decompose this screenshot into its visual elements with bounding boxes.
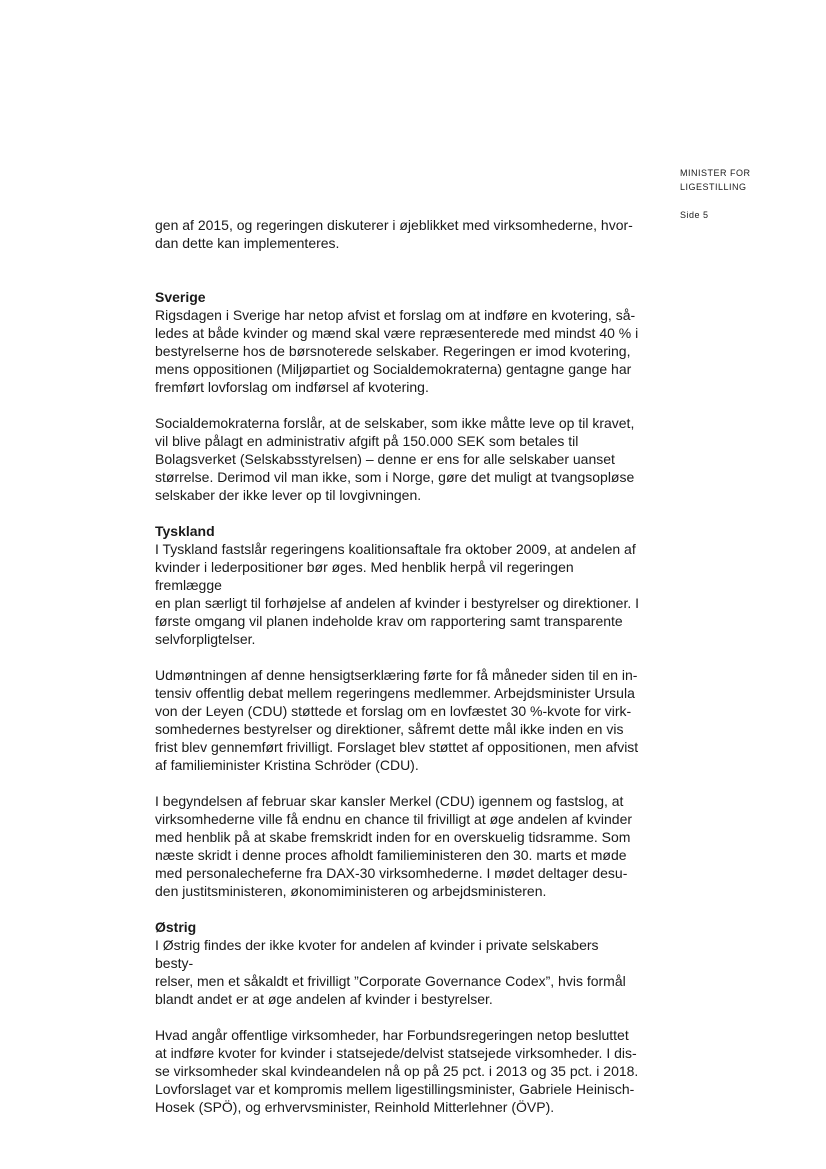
section-heading-sverige: Sverige — [155, 289, 206, 305]
page-number: Side 5 — [680, 210, 709, 220]
sverige-paragraph-1: Rigsdagen i Sverige har netop afvist et forslag om at indføre en kvotering, så- ledes at både kvinder og mænd skal være repræsenterede med mindst 40 % i bestyrelserne hos de børsnoterede selskaber. Regeringen er imod kvotering, mens oppositionen (Miljøpartiet og Socialdemokraterna) gentagne gange har fremført lovforslag om indførsel af kvotering. — [155, 307, 639, 395]
section-heading-ostrig: Østrig — [155, 919, 197, 935]
ostrig-paragraph-2: Hvad angår offentlige virksomheder, har Forbundsregeringen netop besluttet at indføre kvoter for kvinder i statsejede/delvist statsejede virksomheder. I dis- se virksomheder skal kvindeandelen nå op på 25 pct. i 2013 og 35 pct. i 2018. Lovforslaget var et kompromis mellem ligestillingsminister, Gabriele Heinisch- Hosek (SPÖ), og erhvervsminister, Reinhold Mitterlehner (ÖVP). — [155, 1027, 639, 1115]
section-heading-tyskland: Tyskland — [155, 523, 215, 539]
ministry-header — [680, 166, 800, 222]
sverige-paragraph-2: Socialdemokraterna forslår, at de selskaber, som ikke måtte leve op til kravet, vil blive pålagt en administrativ afgift på 150.000 SEK som betales til Bolagsverket (Selskabsstyrelsen) – denne er ens for alle selskaber uanset størrelse. Derimod vil man ikke, som i Norge, gøre det muligt at tvangsopløse selskaber der ikke lever op til lovgivningen. — [155, 415, 635, 503]
document-body — [155, 216, 640, 1116]
intro-paragraph: gen af 2015, og regeringen diskuterer i øjeblikket med virksomhederne, hvor- dan dette kan implementeres. — [155, 217, 633, 251]
ministry-name-line-2: LIGESTILLING — [680, 182, 747, 192]
ostrig-paragraph-1: I Østrig findes der ikke kvoter for andelen af kvinder i private selskabers besty- relser, men et såkaldt et frivilligt ”Corporate Governance Codex”, hvis formål blandt andet er at øge andelen af kvinder i bestyrelser. — [155, 937, 626, 1007]
tyskland-paragraph-2: Udmøntningen af denne hensigtserklæring førte for få måneder siden til en in- tensiv offentlig debat mellem regeringens medlemmer. Arbejdsminister Ursula von der Leyen (CDU) støttede et forslag om en lovfæstet 30 %-kvote for virk- somhedernes bestyrelser og direktioner, såfremt dette mål ikke inden en vis frist blev gennemført frivilligt. Forslaget blev støttet af oppositionen, men afvist af familieminister Kristina Schröder (CDU). — [155, 667, 639, 773]
ministry-name-line-1: MINISTER FOR — [680, 168, 751, 178]
tyskland-paragraph-1: I Tyskland fastslår regeringens koalitionsaftale fra oktober 2009, at andelen af kvinder i lederpositioner bør øges. Med henblik herpå vil regeringen fremlægge en plan særligt til forhøjelse af andelen af kvinder i bestyrelser og direktioner. I første omgang vil planen indeholde krav om rapportering samt transparente selvforpligtelser. — [155, 541, 640, 647]
tyskland-paragraph-3: I begyndelsen af februar skar kansler Merkel (CDU) igennem og fastslog, at virksomhederne ville få endnu en chance til frivilligt at øge andelen af kvinder med henblik på at skabe fremskridt inden for en overskuelig tidsramme. Som næste skridt i denne proces afholdt familieministeren den 30. marts et møde med personalecheferne fra DAX-30 virksomhederne. I mødet deltager desu- den justitsministeren, økonomiministeren og arbejdsministeren. — [155, 793, 633, 899]
